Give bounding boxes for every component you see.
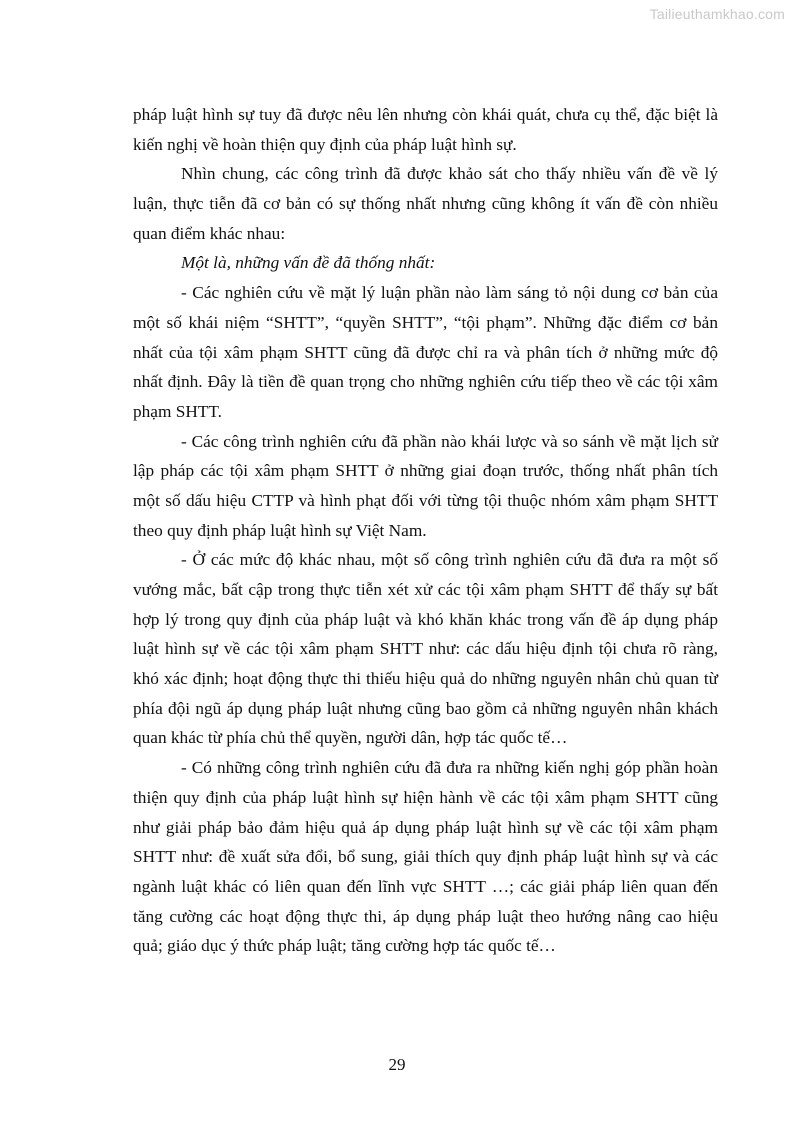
text-line: lập pháp các tội xâm phạm SHTT ở những giai đoạn trước, thống nhất phân tích [133,461,718,481]
text-line: nhất của tội xâm phạm SHTT cũng đã được chỉ ra và phân tích ở những mức độ [133,342,718,362]
paragraph [133,159,718,248]
text-line: - Các nghiên cứu về mặt lý luận phần nào làm sáng tỏ nội dung cơ bản của [181,283,718,303]
text-line: theo quy định pháp luật hình sự Việt Nam. [133,520,427,540]
paragraph [133,753,718,961]
text-line: phía đội ngũ áp dụng pháp luật nhưng cũng bao gồm cả những nguyên nhân khách [133,698,718,718]
text-line: SHTT như: đề xuất sửa đổi, bổ sung, giải thích quy định pháp luật hình sự và các [133,847,718,867]
text-line: quan điểm khác nhau: [133,223,286,243]
text-line: quan khác từ phía chủ thể quyền, người dân, hợp tác quốc tế… [133,728,568,748]
text-line: vướng mắc, bất cập trong thực tiễn xét xử các tội xâm phạm SHTT để thấy sự bất [133,580,718,599]
text-line: kiến nghị về hoàn thiện quy định của pháp luật hình sự. [133,134,517,154]
text-line: phạm SHTT. [133,401,222,421]
text-line: luận, thực tiễn đã cơ bản có sự thống nhất nhưng cũng không ít vấn đề còn nhiều [133,194,718,214]
text-line: tăng cường các hoạt động thực thi, áp dụng pháp luật theo hướng nâng cao hiệu [133,906,718,926]
text-line: ngành luật khác có liên quan đến lĩnh vực SHTT …; các giải pháp liên quan đến [133,876,718,896]
text-line: Nhìn chung, các công trình đã được khảo sát cho thấy nhiều vấn đề về lý [181,164,718,184]
paragraph [133,278,718,426]
paragraph [133,545,718,753]
text-line: pháp luật hình sự tuy đã được nêu lên nhưng còn khái quát, chưa cụ thể, đặc biệt là [133,105,718,124]
text-line: - Có những công trình nghiên cứu đã đưa ra những kiến nghị góp phần hoàn [181,758,718,778]
page-number: 29 [388,1055,406,1074]
text-line: khó xác định; hoạt động thực thi thiếu hiệu quả do những nguyên nhân chủ quan từ [133,669,718,689]
text-line: một số khái niệm “SHTT”, “quyền SHTT”, “tội phạm”. Những đặc điểm cơ bản [133,312,718,332]
text-line: hợp lý trong quy định của pháp luật và khó khăn khác trong vấn đề áp dụng pháp [133,609,718,629]
text-line: Một là, những vấn đề đã thống nhất: [181,253,436,273]
document-body [133,100,718,961]
text-line: - Ở các mức độ khác nhau, một số công trình nghiên cứu đã đưa ra một số [181,550,718,570]
text-line: nhất định. Đây là tiền đề quan trọng cho những nghiên cứu tiếp theo về các tội xâm [133,372,718,392]
text-line: quả; giáo dục ý thức pháp luật; tăng cường hợp tác quốc tế… [133,936,556,956]
text-line: một số dấu hiệu CTTP và hình phạt đối với từng tội thuộc nhóm xâm phạm SHTT [133,490,718,510]
paragraph [133,427,718,546]
text-line: thiện quy định của pháp luật hình sự hiện hành về các tội xâm phạm SHTT cũng [133,787,718,807]
text-line: luật hình sự về các tội xâm phạm SHTT như: các dấu hiệu định tội chưa rõ ràng, [133,639,718,659]
italic-subheading [133,248,718,278]
paragraph [133,100,718,159]
text-line: - Các công trình nghiên cứu đã phần nào khái lược và so sánh về mặt lịch sử [181,431,718,451]
watermark: Tailieuthamkhao.com [649,6,785,22]
text-line: như giải pháp bảo đảm hiệu quả áp dụng pháp luật hình sự về các tội xâm phạm [133,817,718,837]
